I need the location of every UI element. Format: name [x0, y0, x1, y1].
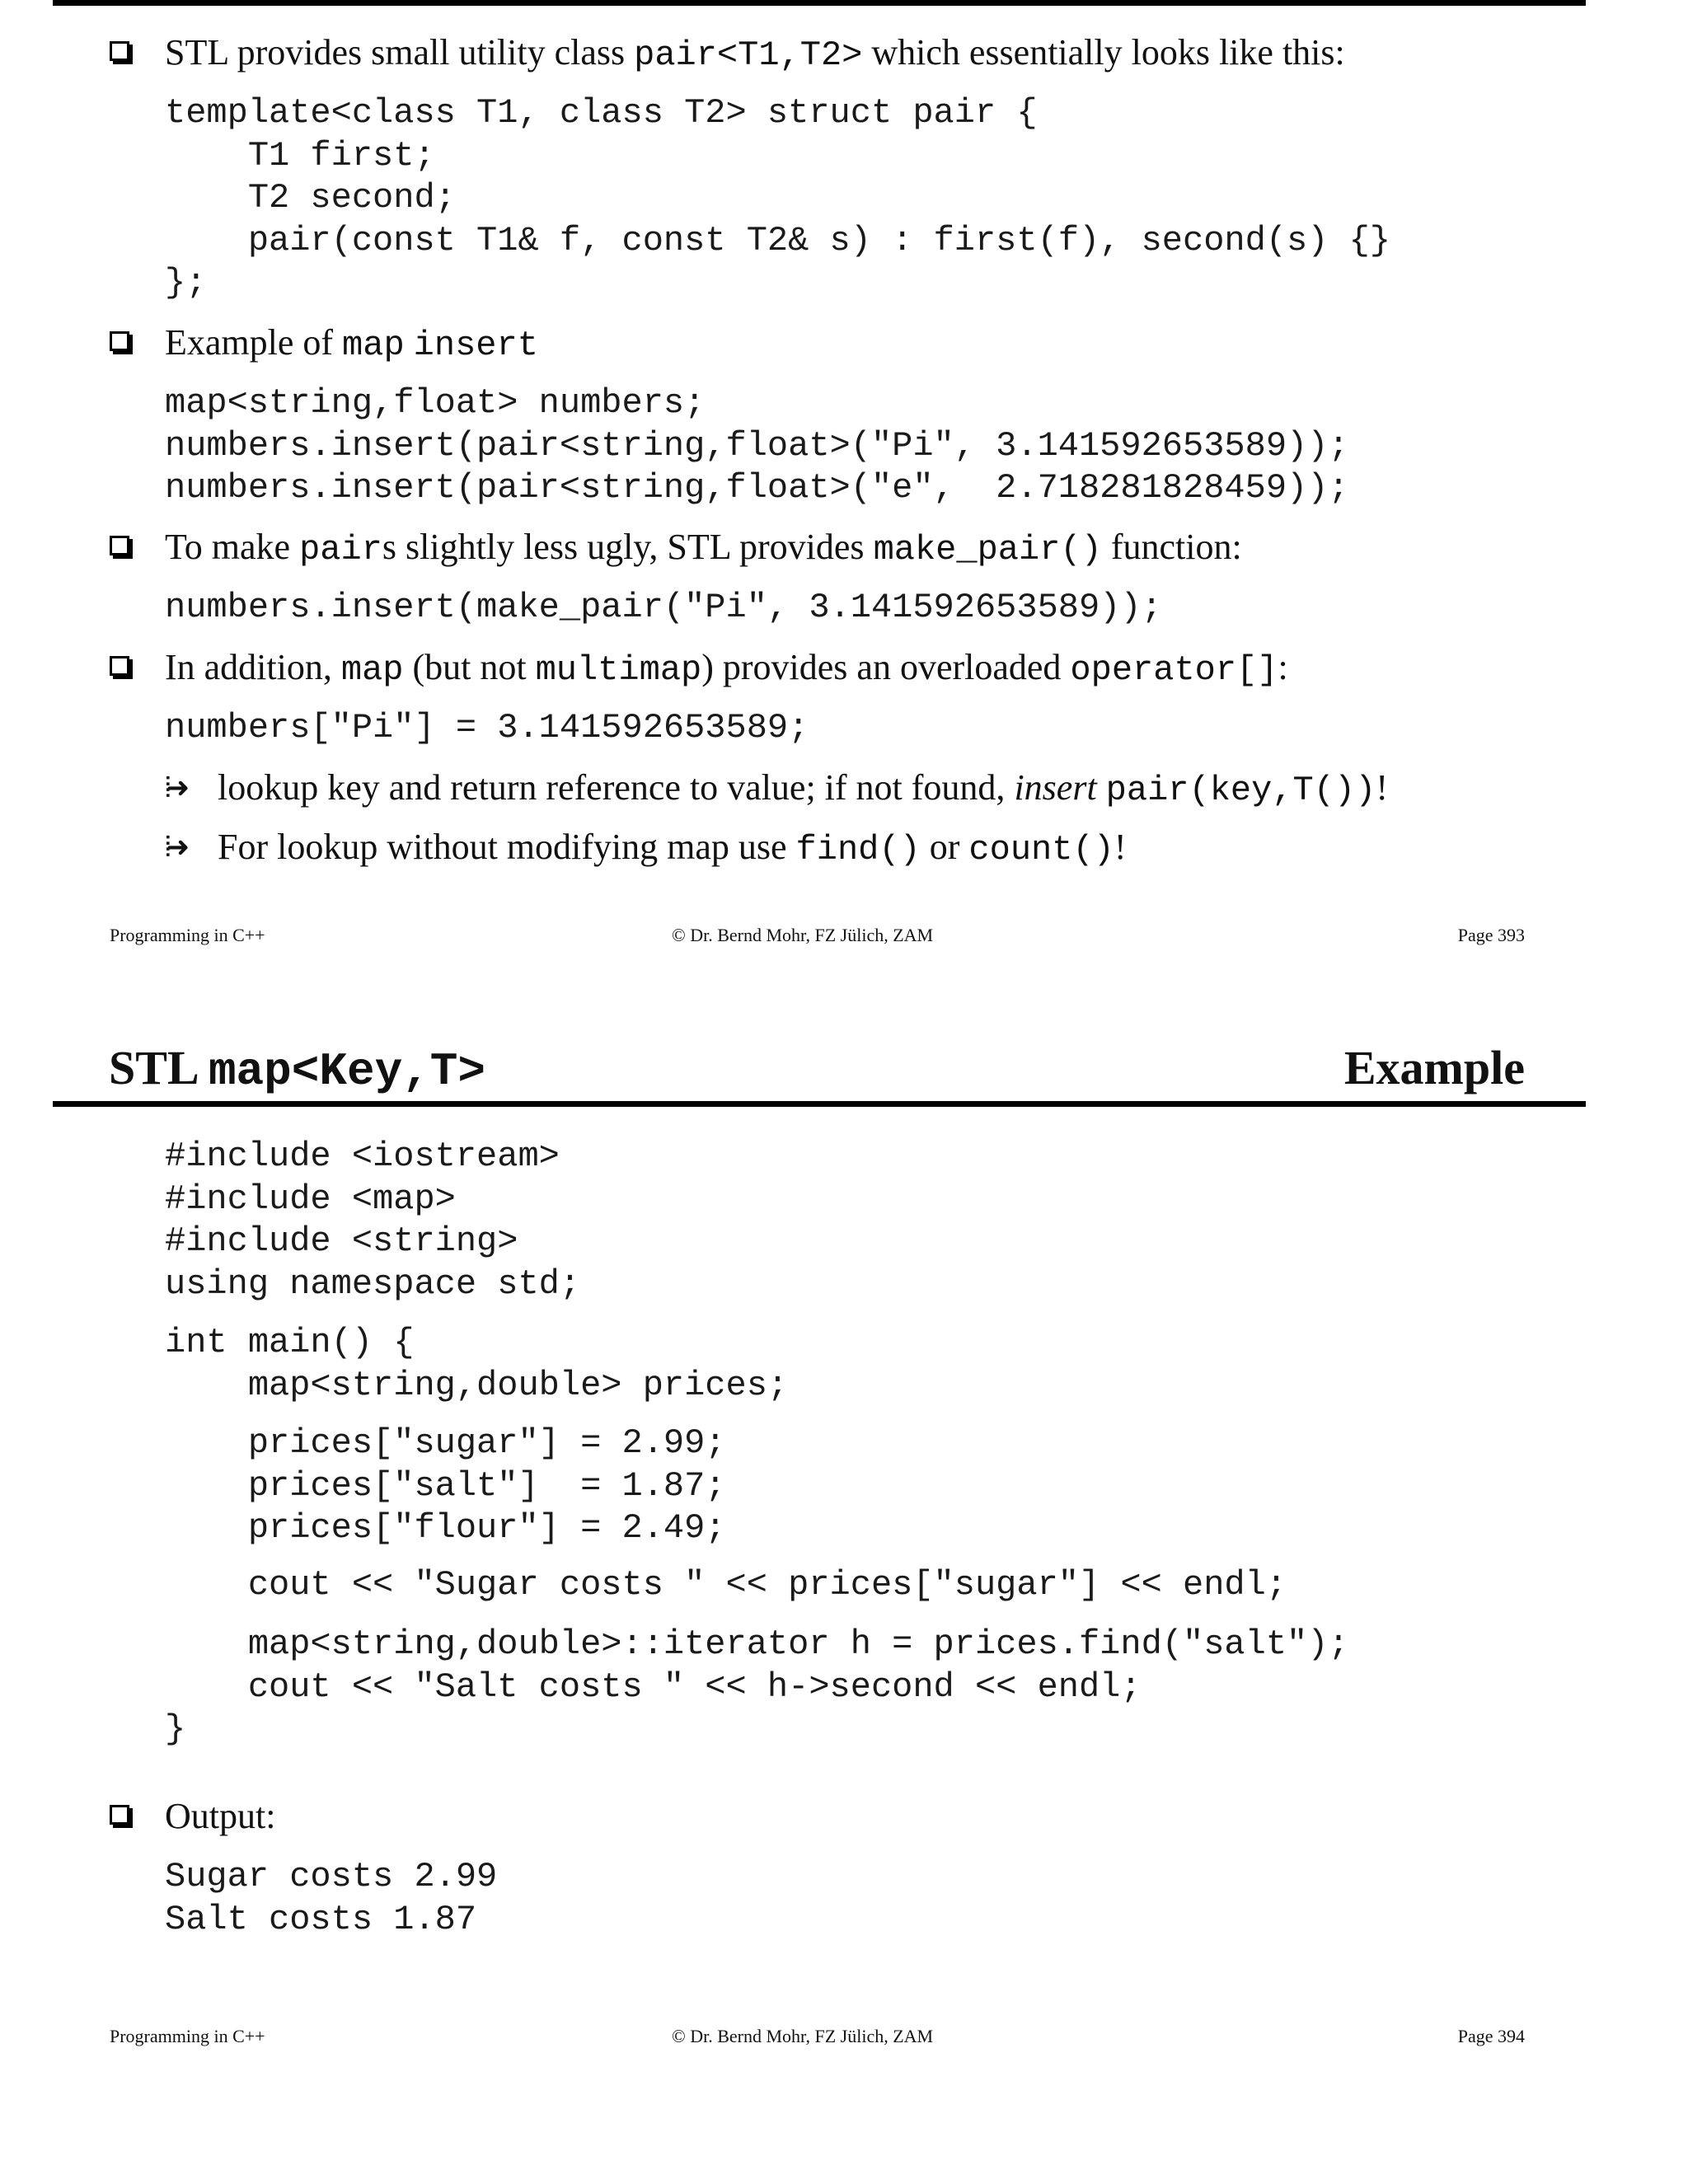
spacer-text [405, 322, 414, 363]
footer-page: Page 393 [1457, 925, 1525, 945]
code-block-main-start: int main() { map<string,double> prices; [165, 1323, 789, 1405]
bullet-text: In addition, [165, 647, 341, 687]
arrow-text: or [920, 827, 969, 867]
bullet-text: which essentially looks like this: [862, 32, 1345, 73]
bullet-text: function: [1101, 527, 1242, 567]
code-block-find-salt: map<string,double>::iterator h = prices.find("salt"); cout << "Salt costs " << h->second << endl; } [165, 1624, 1349, 1749]
bullet-text: ) provides an overloaded [701, 647, 1071, 687]
bullet-text: To make [165, 527, 300, 567]
inline-code: map [340, 650, 404, 690]
title-text: STL [109, 1041, 209, 1094]
inline-code: find() [795, 830, 921, 869]
footer-center: © Dr. Bernd Mohr, FZ Jülich, ZAM [672, 2026, 934, 2046]
top-rule [53, 0, 1586, 6]
title-rule [53, 1101, 1586, 1107]
code-block-insert-example: map<string,float> numbers; numbers.insert(pair<string,float>("Pi", 3.141592653589)); numbers.insert(pair<string,float>("e", 2.718281828459)); [165, 383, 1349, 508]
bullet-text: STL provides small utility class [165, 32, 635, 73]
checkbox-bullet-icon [110, 331, 129, 351]
inline-code: map [342, 326, 405, 365]
bullet-text: Output: [165, 1796, 276, 1836]
checkbox-bullet-icon [110, 1805, 129, 1825]
inline-code: insert [413, 326, 538, 365]
inline-code: pair<T1,T2> [634, 35, 863, 75]
code-block-pair-struct: template<class T1, class T2> struct pair { T1 first; T2 second; pair(const T1& f, const T2& s) : first(f), second(s) {} }; [165, 93, 1391, 302]
inline-code: count() [968, 830, 1114, 869]
code-block-output: Sugar costs 2.99 Salt costs 1.87 [165, 1857, 498, 1939]
arrow-text: ! [1376, 767, 1388, 808]
arrow-bullet-icon: ⦙➜ [165, 831, 185, 864]
footer-left: Programming in C++ [110, 925, 265, 945]
code-block-operator-example: numbers["Pi"] = 3.141592653589; [165, 708, 809, 748]
inline-code: make_pair() [873, 530, 1102, 569]
slide-subtitle: Example [1343, 1041, 1525, 1094]
title-code: map<Key,T> [208, 1045, 485, 1098]
bullet-text: Example of [165, 322, 343, 363]
inline-code: operator[] [1070, 650, 1278, 690]
inline-code: multimap [535, 650, 702, 690]
code-block-make-pair: numbers.insert(make_pair("Pi", 3.141592653589)); [165, 588, 1162, 627]
inline-code: pair [299, 530, 382, 569]
footer-center: © Dr. Bernd Mohr, FZ Jülich, ZAM [672, 925, 934, 945]
arrow-text: ! [1114, 827, 1127, 867]
code-block-assignments: prices["sugar"] = 2.99; prices["salt"] = 1.87; prices["flour"] = 2.49; [247, 1423, 726, 1548]
emphasis-text: insert [1014, 767, 1097, 808]
code-block-cout-sugar: cout << "Sugar costs " << prices["sugar"] << endl; [165, 1565, 1287, 1605]
arrow-text: For lookup without modifying map use [218, 827, 796, 867]
footer-left: Programming in C++ [110, 2026, 265, 2046]
checkbox-bullet-icon [110, 536, 129, 555]
bullet-text: s slightly less ugly, STL provides [382, 527, 874, 567]
arrow-bullet-icon: ⦙➜ [165, 771, 185, 804]
footer-page: Page 394 [1457, 2026, 1525, 2046]
code-block-includes: #include <iostream> #include <map> #include <string> using namespace std; [165, 1137, 581, 1304]
bullet-text: : [1278, 647, 1288, 687]
inline-code: pair(key,T()) [1105, 771, 1376, 810]
spacer-text [1097, 767, 1106, 808]
bullet-text: (but not [403, 647, 536, 687]
checkbox-bullet-icon [110, 656, 129, 676]
checkbox-bullet-icon [110, 41, 129, 61]
slide-title [109, 1040, 485, 1098]
arrow-text: lookup key and return reference to value; if not found, [218, 767, 1015, 808]
